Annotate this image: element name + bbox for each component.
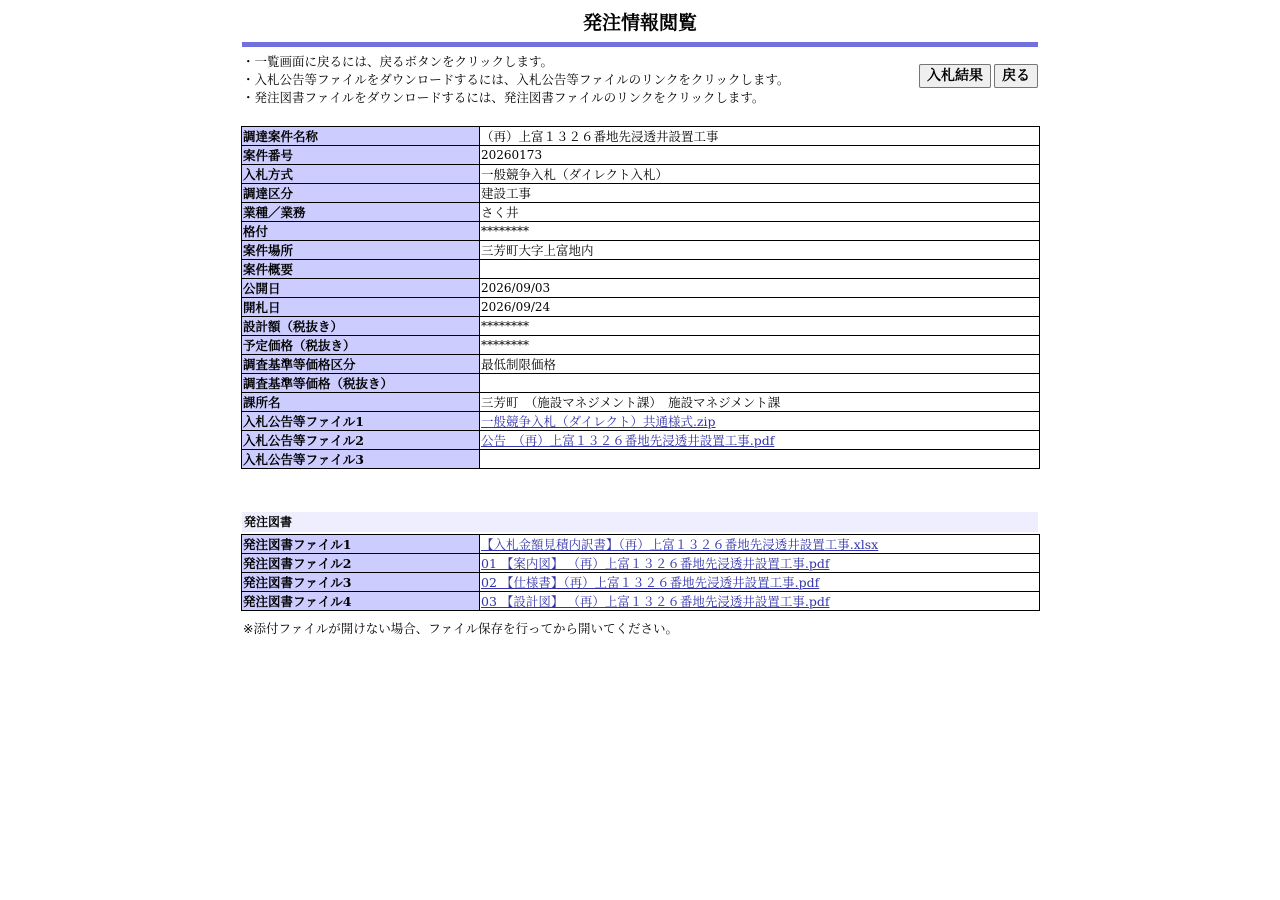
table-row <box>242 165 1040 184</box>
order-doc-link[interactable]: 【入札金額見積内訳書】（再）上富１３２６番地先浸透井設置工事.xlsx <box>481 537 879 552</box>
row-value: 2026/09/24 <box>480 298 1040 317</box>
row-label: 調達案件名称 <box>242 127 480 146</box>
row-label: 入札公告等ファイル3 <box>242 450 480 469</box>
row-value: 建設工事 <box>480 184 1040 203</box>
row-label: 発注図書ファイル3 <box>242 573 480 592</box>
table-row <box>242 260 1040 279</box>
page-title: 発注情報閲覧 <box>582 12 697 34</box>
row-label: 調達区分 <box>242 184 480 203</box>
row-value <box>480 450 1040 469</box>
table-row <box>242 374 1040 393</box>
row-label: 格付 <box>242 222 480 241</box>
row-value <box>480 554 1040 573</box>
row-label: 課所名 <box>242 393 480 412</box>
table-row <box>242 241 1040 260</box>
row-label: 案件概要 <box>242 260 480 279</box>
row-value: 三芳町大字上富地内 <box>480 241 1040 260</box>
row-label: 入札方式 <box>242 165 480 184</box>
row-label: 発注図書ファイル4 <box>242 592 480 611</box>
row-label: 入札公告等ファイル2 <box>242 431 480 450</box>
row-value <box>480 374 1040 393</box>
instruction-line: ・入札公告等ファイルをダウンロードするには、入札公告等ファイルのリンクをクリックします。 <box>242 72 790 87</box>
row-label: 調査基準等価格区分 <box>242 355 480 374</box>
row-value: 20260173 <box>480 146 1040 165</box>
table-row <box>242 298 1040 317</box>
table-row <box>242 279 1040 298</box>
back-button[interactable]: 戻る <box>994 64 1038 88</box>
notice-file-link[interactable]: 一般競争入札（ダイレクト）共通様式.zip <box>481 414 716 429</box>
title-divider <box>242 42 1038 47</box>
table-row <box>242 222 1040 241</box>
instruction-area <box>242 53 1038 113</box>
table-row <box>242 592 1040 611</box>
row-label: 公開日 <box>242 279 480 298</box>
table-row <box>242 203 1040 222</box>
table-row <box>242 573 1040 592</box>
order-doc-link[interactable]: 01 【案内図】 （再）上富１３２６番地先浸透井設置工事.pdf <box>481 556 830 571</box>
row-label: 案件番号 <box>242 146 480 165</box>
row-value: さく井 <box>480 203 1040 222</box>
instruction-line: ・発注図書ファイルをダウンロードするには、発注図書ファイルのリンクをクリックします。 <box>242 90 765 105</box>
table-row <box>242 184 1040 203</box>
action-buttons <box>919 64 1038 88</box>
row-value: ******** <box>480 336 1040 355</box>
table-row <box>242 431 1040 450</box>
row-value <box>480 412 1040 431</box>
row-label: 調査基準等価格（税抜き） <box>242 374 480 393</box>
table-row <box>242 146 1040 165</box>
header-area <box>242 0 1038 113</box>
table-row <box>242 355 1040 374</box>
table-row <box>242 535 1040 554</box>
row-value <box>480 535 1040 554</box>
row-label: 業種／業務 <box>242 203 480 222</box>
instruction-line: ・一覧画面に戻るには、戻るボタンをクリックします。 <box>242 54 554 69</box>
row-label: 発注図書ファイル1 <box>242 535 480 554</box>
table-row <box>242 450 1040 469</box>
row-label: 案件場所 <box>242 241 480 260</box>
row-value: ******** <box>480 222 1040 241</box>
row-value <box>480 431 1040 450</box>
row-value <box>480 592 1040 611</box>
table-row <box>242 554 1040 573</box>
row-value: 2026/09/03 <box>480 279 1040 298</box>
order-doc-link[interactable]: 03 【設計図】 （再）上富１３２６番地先浸透井設置工事.pdf <box>481 594 830 609</box>
attachment-note: ※添付ファイルが開けない場合、ファイル保存を行ってから開いてください。 <box>243 621 678 636</box>
table-row <box>242 393 1040 412</box>
row-value: 三芳町 （施設マネジメント課） 施設マネジメント課 <box>480 393 1040 412</box>
row-value: 一般競争入札（ダイレクト入札） <box>480 165 1040 184</box>
row-value: ******** <box>480 317 1040 336</box>
row-label: 開札日 <box>242 298 480 317</box>
row-value: （再）上富１３２６番地先浸透井設置工事 <box>480 127 1040 146</box>
notice-file-link[interactable]: 公告 （再）上富１３２６番地先浸透井設置工事.pdf <box>481 433 775 448</box>
table-row <box>242 127 1040 146</box>
bid-result-button[interactable]: 入札結果 <box>919 64 991 88</box>
table-row <box>242 336 1040 355</box>
row-label: 設計額（税抜き） <box>242 317 480 336</box>
order-doc-link[interactable]: 02 【仕様書】（再）上富１３２６番地先浸透井設置工事.pdf <box>481 575 820 590</box>
row-value: 最低制限価格 <box>480 355 1040 374</box>
order-docs-heading: 発注図書 <box>242 512 1038 532</box>
order-docs-table <box>241 534 1040 611</box>
row-label: 予定価格（税抜き） <box>242 336 480 355</box>
detail-table <box>241 126 1040 469</box>
table-row <box>242 412 1040 431</box>
row-label: 発注図書ファイル2 <box>242 554 480 573</box>
row-value <box>480 573 1040 592</box>
row-label: 入札公告等ファイル1 <box>242 412 480 431</box>
row-value <box>480 260 1040 279</box>
table-row <box>242 317 1040 336</box>
